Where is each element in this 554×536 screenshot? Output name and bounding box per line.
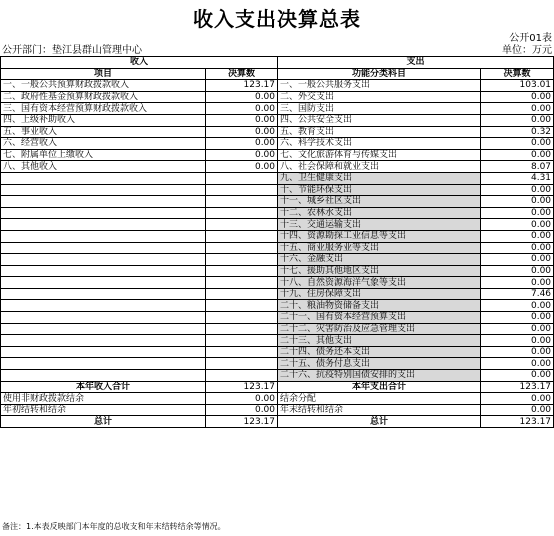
table-row	[1, 230, 554, 242]
income-item-value	[206, 196, 278, 208]
table-row	[1, 149, 554, 161]
expense-item-value: 0.00	[481, 149, 554, 161]
table-row	[1, 126, 554, 138]
income-item-name	[1, 172, 206, 184]
balance-income-value: 0.00	[206, 393, 278, 405]
income-item-name	[1, 370, 206, 382]
expense-item-name: 十九、住房保障支出	[278, 288, 481, 300]
expense-item-value: 0.00	[481, 346, 554, 358]
income-item-name: 二、政府性基金预算财政拨款收入	[1, 91, 206, 103]
expense-item-value: 0.00	[481, 265, 554, 277]
grand-total-income-value: 123.17	[206, 416, 278, 428]
expense-item-value: 0.00	[481, 254, 554, 266]
col-item: 项目	[1, 68, 206, 80]
expense-item-name: 九、卫生健康支出	[278, 172, 481, 184]
income-item-name	[1, 230, 206, 242]
income-item-value: 0.00	[206, 114, 278, 126]
income-item-name: 一、一般公共预算财政拨款收入	[1, 80, 206, 92]
expense-item-value: 0.00	[481, 196, 554, 208]
expense-item-name: 十八、自然资源海洋气象等支出	[278, 277, 481, 289]
table-row	[1, 219, 554, 231]
footnote: 备注：1.本表反映部门本年度的总收支和年末结转结余等情况。	[2, 522, 226, 531]
table-row	[1, 172, 554, 184]
income-item-name: 三、国有资本经营预算财政拨款收入	[1, 103, 206, 115]
total-row	[1, 381, 554, 393]
income-item-value	[206, 312, 278, 324]
income-item-value	[206, 335, 278, 347]
balance-row	[1, 393, 554, 405]
balance-row	[1, 404, 554, 416]
expense-item-value: 0.00	[481, 230, 554, 242]
expense-item-name: 三、国防支出	[278, 103, 481, 115]
expense-item-name: 四、公共安全支出	[278, 114, 481, 126]
income-item-value: 123.17	[206, 80, 278, 92]
table-row	[1, 300, 554, 312]
col-amount2: 决算数	[481, 68, 554, 80]
expense-item-value: 0.00	[481, 312, 554, 324]
summary-table	[0, 56, 554, 428]
expense-item-name: 十三、交通运输支出	[278, 219, 481, 231]
expense-item-name: 十五、商业服务业等支出	[278, 242, 481, 254]
income-item-name: 四、上级补助收入	[1, 114, 206, 126]
table-row	[1, 103, 554, 115]
table-row	[1, 323, 554, 335]
col-amount: 决算数	[206, 68, 278, 80]
expense-item-name: 二、外交支出	[278, 91, 481, 103]
expense-item-value: 0.00	[481, 184, 554, 196]
expense-item-name: 十二、农林水支出	[278, 207, 481, 219]
income-item-name	[1, 346, 206, 358]
income-item-value	[206, 346, 278, 358]
income-item-value	[206, 242, 278, 254]
balance-income-value: 0.00	[206, 404, 278, 416]
table-row	[1, 335, 554, 347]
balance-expense-value: 0.00	[481, 404, 554, 416]
income-item-value	[206, 230, 278, 242]
table-row	[1, 254, 554, 266]
expense-item-value: 4.31	[481, 172, 554, 184]
grand-total-income-label: 总计	[1, 416, 206, 428]
total-income-label: 本年收入合计	[1, 381, 206, 393]
expense-item-value: 0.00	[481, 242, 554, 254]
section-expense: 支出	[278, 57, 554, 69]
expense-item-name: 二十四、债务还本支出	[278, 346, 481, 358]
table-row	[1, 265, 554, 277]
table-row	[1, 207, 554, 219]
expense-item-name: 二十二、灾害防治及应急管理支出	[278, 323, 481, 335]
income-item-name	[1, 196, 206, 208]
grand-total-row	[1, 416, 554, 428]
income-item-value: 0.00	[206, 103, 278, 115]
table-row	[1, 161, 554, 173]
total-income-value: 123.17	[206, 381, 278, 393]
section-header-row	[1, 57, 554, 69]
income-item-value	[206, 277, 278, 289]
total-expense-value: 123.17	[481, 381, 554, 393]
expense-item-value: 0.00	[481, 207, 554, 219]
income-item-name: 七、附属单位上缴收入	[1, 149, 206, 161]
income-item-value	[206, 288, 278, 300]
income-item-name	[1, 254, 206, 266]
balance-expense-label: 年末结转和结余	[278, 404, 481, 416]
expense-item-name: 十六、金融支出	[278, 254, 481, 266]
table-row	[1, 80, 554, 92]
expense-item-value: 103.01	[481, 80, 554, 92]
expense-item-name: 六、科学技术支出	[278, 138, 481, 150]
table-row	[1, 288, 554, 300]
grand-total-expense-label: 总计	[278, 416, 481, 428]
expense-item-value: 8.07	[481, 161, 554, 173]
balance-income-label: 使用非财政拨款结余	[1, 393, 206, 405]
table-row	[1, 312, 554, 324]
expense-item-name: 二十五、债务付息支出	[278, 358, 481, 370]
income-item-name: 八、其他收入	[1, 161, 206, 173]
total-expense-label: 本年支出合计	[278, 381, 481, 393]
table-row	[1, 346, 554, 358]
income-item-name	[1, 300, 206, 312]
table-row	[1, 91, 554, 103]
table-row	[1, 277, 554, 289]
expense-item-value: 0.00	[481, 103, 554, 115]
income-item-name	[1, 184, 206, 196]
income-item-value: 0.00	[206, 149, 278, 161]
expense-item-name: 八、社会保障和就业支出	[278, 161, 481, 173]
income-item-value	[206, 172, 278, 184]
unit-label: 单位：万元	[502, 45, 552, 56]
expense-item-value: 7.46	[481, 288, 554, 300]
income-item-value	[206, 370, 278, 382]
table-row	[1, 114, 554, 126]
income-item-value	[206, 207, 278, 219]
table-row	[1, 358, 554, 370]
income-item-name: 五、事业收入	[1, 126, 206, 138]
expense-item-value: 0.00	[481, 300, 554, 312]
income-item-name	[1, 358, 206, 370]
income-item-name	[1, 335, 206, 347]
expense-item-name: 二十三、其他支出	[278, 335, 481, 347]
income-item-value	[206, 265, 278, 277]
income-item-name	[1, 323, 206, 335]
income-item-value: 0.00	[206, 138, 278, 150]
expense-item-name: 一、一般公共服务支出	[278, 80, 481, 92]
income-item-name	[1, 242, 206, 254]
expense-item-value: 0.00	[481, 91, 554, 103]
expense-item-value: 0.00	[481, 277, 554, 289]
expense-item-name: 二十一、国有资本经营预算支出	[278, 312, 481, 324]
table-row	[1, 184, 554, 196]
income-item-value: 0.00	[206, 161, 278, 173]
balance-expense-label: 结余分配	[278, 393, 481, 405]
expense-item-name: 七、文化旅游体育与传媒支出	[278, 149, 481, 161]
income-item-value	[206, 254, 278, 266]
expense-item-value: 0.00	[481, 219, 554, 231]
expense-item-name: 二十、粮油物资储备支出	[278, 300, 481, 312]
table-row	[1, 242, 554, 254]
income-item-value	[206, 219, 278, 231]
expense-item-name: 十、节能环保支出	[278, 184, 481, 196]
expense-item-name: 二十六、抗疫特别国债安排的支出	[278, 370, 481, 382]
expense-item-value: 0.00	[481, 114, 554, 126]
expense-item-value: 0.00	[481, 138, 554, 150]
income-item-value	[206, 358, 278, 370]
form-code: 公开01表	[509, 33, 552, 44]
balance-expense-value: 0.00	[481, 393, 554, 405]
expense-item-name: 十一、城乡社区支出	[278, 196, 481, 208]
expense-item-value: 0.00	[481, 358, 554, 370]
expense-item-name: 五、教育支出	[278, 126, 481, 138]
income-item-name	[1, 219, 206, 231]
org-label: 公开部门：垫江县群山管理中心	[2, 45, 142, 56]
column-header-row	[1, 68, 554, 80]
table-row	[1, 370, 554, 382]
balance-income-label: 年初结转和结余	[1, 404, 206, 416]
income-item-name	[1, 207, 206, 219]
income-item-value: 0.00	[206, 126, 278, 138]
income-item-value: 0.00	[206, 91, 278, 103]
col-func: 功能分类科目	[278, 68, 481, 80]
header-info-row	[0, 40, 554, 54]
income-item-value	[206, 300, 278, 312]
income-item-name	[1, 312, 206, 324]
expense-item-value: 0.32	[481, 126, 554, 138]
income-item-name: 六、经营收入	[1, 138, 206, 150]
expense-item-value: 0.00	[481, 370, 554, 382]
expense-item-name: 十四、资源勘探工业信息等支出	[278, 230, 481, 242]
income-item-value	[206, 323, 278, 335]
table-row	[1, 196, 554, 208]
income-item-name	[1, 277, 206, 289]
income-item-value	[206, 184, 278, 196]
expense-item-value: 0.00	[481, 335, 554, 347]
income-item-name	[1, 265, 206, 277]
section-income: 收入	[1, 57, 278, 69]
page-title: 收入支出决算总表	[193, 7, 361, 31]
grand-total-expense-value: 123.17	[481, 416, 554, 428]
table-row	[1, 138, 554, 150]
expense-item-name: 十七、援助其他地区支出	[278, 265, 481, 277]
income-item-name	[1, 288, 206, 300]
expense-item-value: 0.00	[481, 323, 554, 335]
